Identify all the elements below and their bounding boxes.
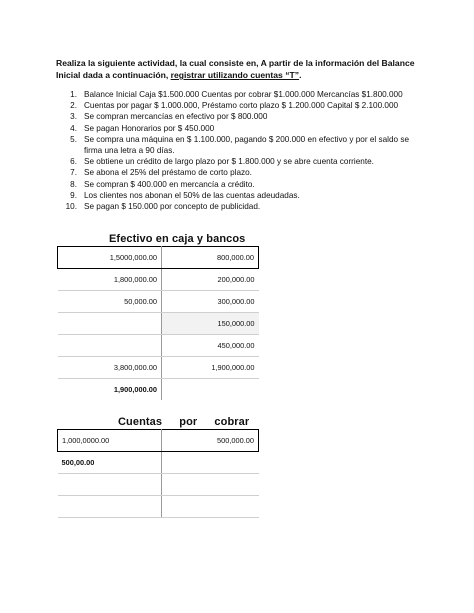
list-item: [56, 100, 426, 111]
debit-balance-cell: 1,900,000.00: [58, 379, 162, 401]
table-row: [58, 379, 259, 401]
table-row: [58, 313, 259, 335]
table-row: [58, 291, 259, 313]
debit-cell: 3,800,000.00: [58, 357, 162, 379]
list-item-number: 2.: [70, 101, 77, 111]
list-item-text: Se compra una máquina en $ 1.100.000, pagando $ 200.000 en efectivo y por el saldo se firma una letra a 90 días.: [84, 134, 410, 156]
instructions-paragraph: [56, 57, 422, 81]
list-item-number: 6.: [70, 157, 77, 167]
list-item-number: 7.: [70, 168, 77, 178]
debit-cell: [58, 474, 162, 496]
table-row: [58, 247, 259, 269]
t-account-title-cash: Efectivo en caja y bancos: [109, 233, 246, 245]
task-list: [56, 89, 426, 212]
credit-cell: 300,000.00: [162, 291, 259, 313]
list-item: [56, 89, 426, 100]
list-item-text: Se abona el 25% del préstamo de corto plazo.: [84, 168, 252, 178]
list-item: [56, 156, 426, 167]
list-item-number: 9.: [70, 190, 77, 200]
credit-cell: [162, 496, 259, 518]
credit-cell: 1,900,000.00: [162, 357, 259, 379]
list-item-text: Se compran $ 400.000 en mercancía a crédito.: [84, 179, 255, 189]
credit-cell: 800,000.00: [162, 247, 259, 269]
table-row: [58, 357, 259, 379]
list-item-text: Cuentas por pagar $ 1.000.000, Préstamo corto plazo $ 1.200.000 Capital $ 2.100.000: [84, 101, 399, 111]
list-item-text: Se pagan Honorarios por $ 450.000: [84, 123, 215, 133]
list-item: [56, 167, 426, 178]
list-item: [56, 179, 426, 190]
table-row: [58, 269, 259, 291]
list-item-text: Se obtiene un crédito de largo plazo por $ 1.800.000 y se abre cuenta corriente.: [84, 157, 374, 167]
instructions-end: .: [299, 70, 302, 80]
t-account-cash: [57, 246, 259, 400]
list-item-number: 8.: [70, 179, 77, 189]
instructions-emphasis: registrar utilizando cuentas “T”: [170, 70, 300, 80]
credit-cell: 150,000.00: [162, 313, 259, 335]
list-item-number: 4.: [70, 123, 77, 133]
credit-cell: [162, 379, 259, 401]
table-row: [58, 430, 259, 452]
table-row: [58, 452, 259, 474]
instructions-text: Realiza la siguiente actividad, la cual consiste en, A partir de la información del Balance Inicial dada a continuación,: [56, 58, 415, 80]
table-row: [58, 474, 259, 496]
list-item-number: 5.: [70, 134, 77, 144]
list-item-number: 10.: [65, 202, 77, 212]
debit-cell: [58, 313, 162, 335]
credit-cell: [162, 452, 259, 474]
list-item-text: Balance Inicial Caja $1.500.000 Cuentas por cobrar $1.000.000 Mercancías $1.800.000: [84, 90, 403, 99]
credit-cell: 200,000.00: [162, 269, 259, 291]
list-item-number: 3.: [70, 112, 77, 122]
list-item-number: 1.: [70, 90, 77, 99]
debit-cell: [58, 496, 162, 518]
debit-cell: [58, 335, 162, 357]
credit-cell: 450,000.00: [162, 335, 259, 357]
list-item-text: Se compran mercancías en efectivo por $ 800.000: [84, 112, 268, 122]
list-item: [56, 190, 426, 201]
t-account-receivables: [57, 429, 259, 518]
debit-cell: 50,000.00: [58, 291, 162, 313]
list-item-text: Se pagan $ 150.000 por concepto de publicidad.: [84, 202, 261, 212]
t-account-title-receivables: Cuentas por cobrar: [118, 416, 250, 428]
list-item: [56, 111, 426, 122]
list-item-text: Los clientes nos abonan el 50% de las cuentas adeudadas.: [84, 190, 300, 200]
credit-cell: [162, 474, 259, 496]
credit-cell: 500,000.00: [162, 430, 259, 452]
list-item: [56, 134, 426, 156]
table-row: [58, 496, 259, 518]
table-row: [58, 335, 259, 357]
debit-balance-cell: 500,00.00: [58, 452, 162, 474]
debit-cell: 1,800,000.00: [58, 269, 162, 291]
debit-cell: 1,000,0000.00: [58, 430, 162, 452]
list-item: [56, 123, 426, 134]
debit-cell: 1,5000,000.00: [58, 247, 162, 269]
list-item: [56, 201, 426, 212]
